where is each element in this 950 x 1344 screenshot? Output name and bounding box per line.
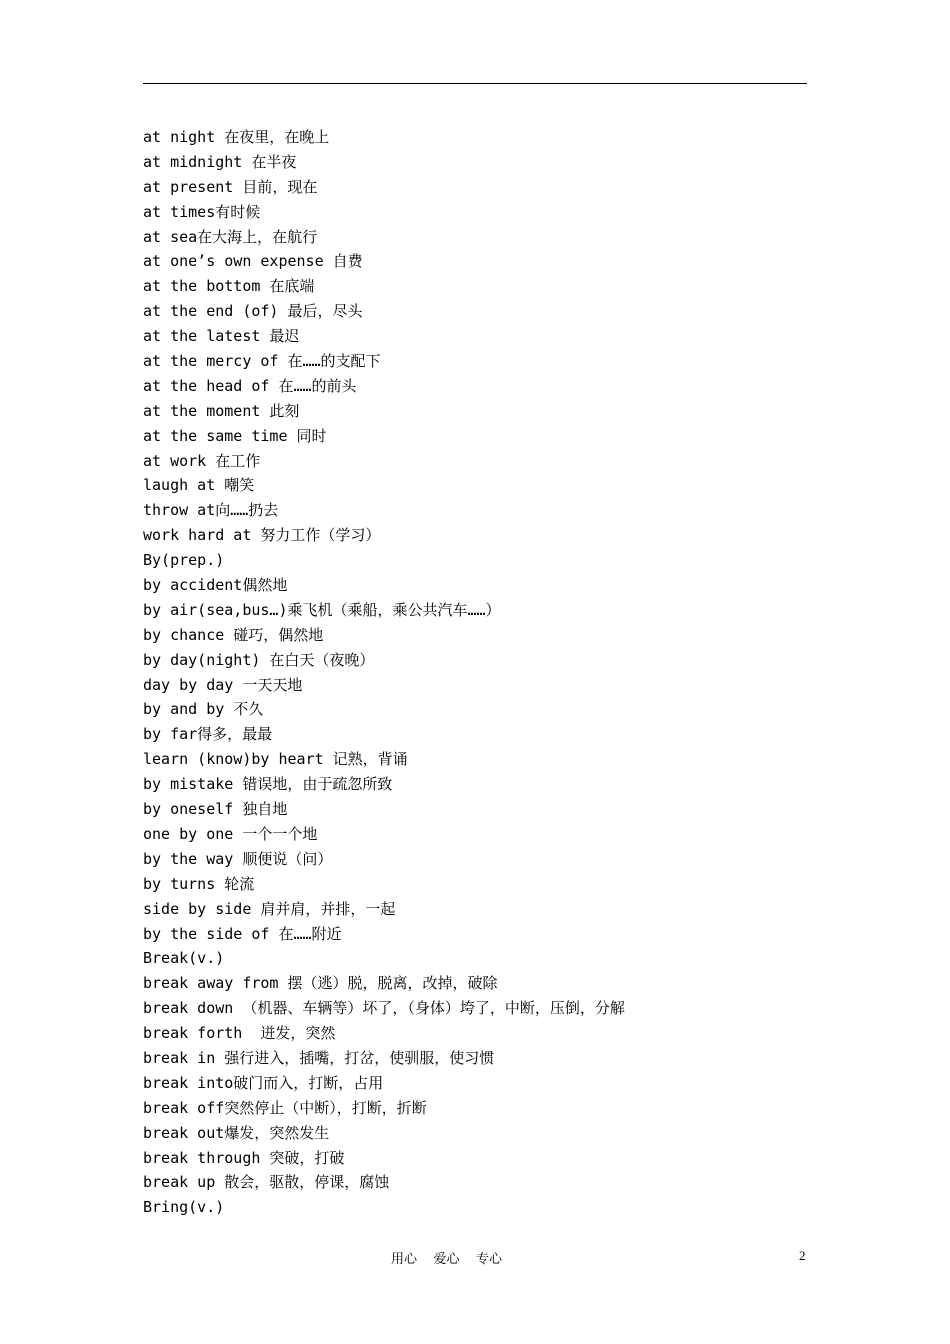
phrase-line: break off突然停止（中断），打断，折断 bbox=[143, 1098, 427, 1117]
phrase-line: break forth 迸发，突然 bbox=[143, 1024, 336, 1043]
phrase-line: at the head of 在……的前头 bbox=[143, 376, 357, 395]
phrase-line: break in 强行进入，插嘴，打岔，使驯服，使习惯 bbox=[143, 1048, 495, 1067]
phrase-line: laugh at 嘲笑 bbox=[143, 476, 255, 495]
phrase-line: by air(sea,bus…)乘飞机（乘船，乘公共汽车……） bbox=[143, 600, 501, 619]
page-number: 2 bbox=[799, 1248, 806, 1263]
phrase-line: by the side of 在……附近 bbox=[143, 924, 342, 943]
phrase-line: at the bottom 在底端 bbox=[143, 277, 315, 296]
phrase-line: by the way 顺便说（问） bbox=[143, 849, 333, 868]
phrase-line: by turns 轮流 bbox=[143, 874, 255, 893]
header-rule bbox=[143, 83, 807, 84]
phrase-line: by oneself 独自地 bbox=[143, 800, 288, 819]
phrase-list bbox=[143, 125, 823, 1220]
phrase-line: at night 在夜里，在晚上 bbox=[143, 128, 330, 146]
phrase-line: by and by 不久 bbox=[143, 700, 264, 719]
phrase-line: at the moment 此刻 bbox=[143, 401, 300, 420]
phrase-line: break away from 摆（逃）脱，脱离，改掉，破除 bbox=[143, 974, 498, 993]
phrase-line: side by side 肩并肩，并排，一起 bbox=[143, 899, 396, 918]
phrase-line: by accident偶然地 bbox=[143, 576, 288, 595]
phrase-line: day by day 一天天地 bbox=[143, 675, 303, 694]
phrase-line: at work 在工作 bbox=[143, 451, 261, 470]
phrase-line: by mistake 错误地，由于疏忽所致 bbox=[143, 775, 393, 794]
phrase-line: at the latest 最迟 bbox=[143, 327, 300, 346]
phrase-line: By(prep.) bbox=[143, 551, 225, 570]
phrase-line: one by one 一个一个地 bbox=[143, 824, 318, 843]
phrase-line: by chance 碰巧，偶然地 bbox=[143, 625, 324, 644]
phrase-line: by day(night) 在白天（夜晚） bbox=[143, 650, 375, 669]
phrase-line: at one’s own expense 自费 bbox=[143, 252, 363, 271]
phrase-line: throw at向……扔去 bbox=[143, 501, 279, 520]
phrase-line: break out爆发，突然发生 bbox=[143, 1123, 330, 1142]
phrase-line: break into破门而入，打断，占用 bbox=[143, 1073, 384, 1092]
phrase-line: break through 突破，打破 bbox=[143, 1148, 345, 1167]
phrase-line: at the same time 同时 bbox=[143, 426, 327, 445]
phrase-line: at present 目前，现在 bbox=[143, 177, 318, 196]
phrase-line: at sea在大海上，在航行 bbox=[143, 227, 318, 246]
phrase-line: at the mercy of 在……的支配下 bbox=[143, 352, 381, 371]
phrase-line: by far得多，最最 bbox=[143, 725, 273, 744]
phrase-line: Bring(v.) bbox=[143, 1198, 225, 1217]
phrase-line: at midnight 在半夜 bbox=[143, 152, 297, 171]
phrase-line: Break(v.) bbox=[143, 949, 225, 968]
phrase-line: work hard at 努力工作（学习） bbox=[143, 526, 381, 545]
phrase-line: break down （机器、车辆等）坏了，（身体）垮了，中断，压倒，分解 bbox=[143, 999, 625, 1018]
phrase-line: at the end (of) 最后，尽头 bbox=[143, 302, 363, 321]
phrase-line: learn (know)by heart 记熟，背诵 bbox=[143, 750, 408, 769]
phrase-line: at times有时候 bbox=[143, 202, 261, 221]
footer-motto: 用心 爱心 专心 bbox=[391, 1252, 503, 1267]
phrase-line: break up 散会，驱散，停课，腐蚀 bbox=[143, 1173, 390, 1192]
